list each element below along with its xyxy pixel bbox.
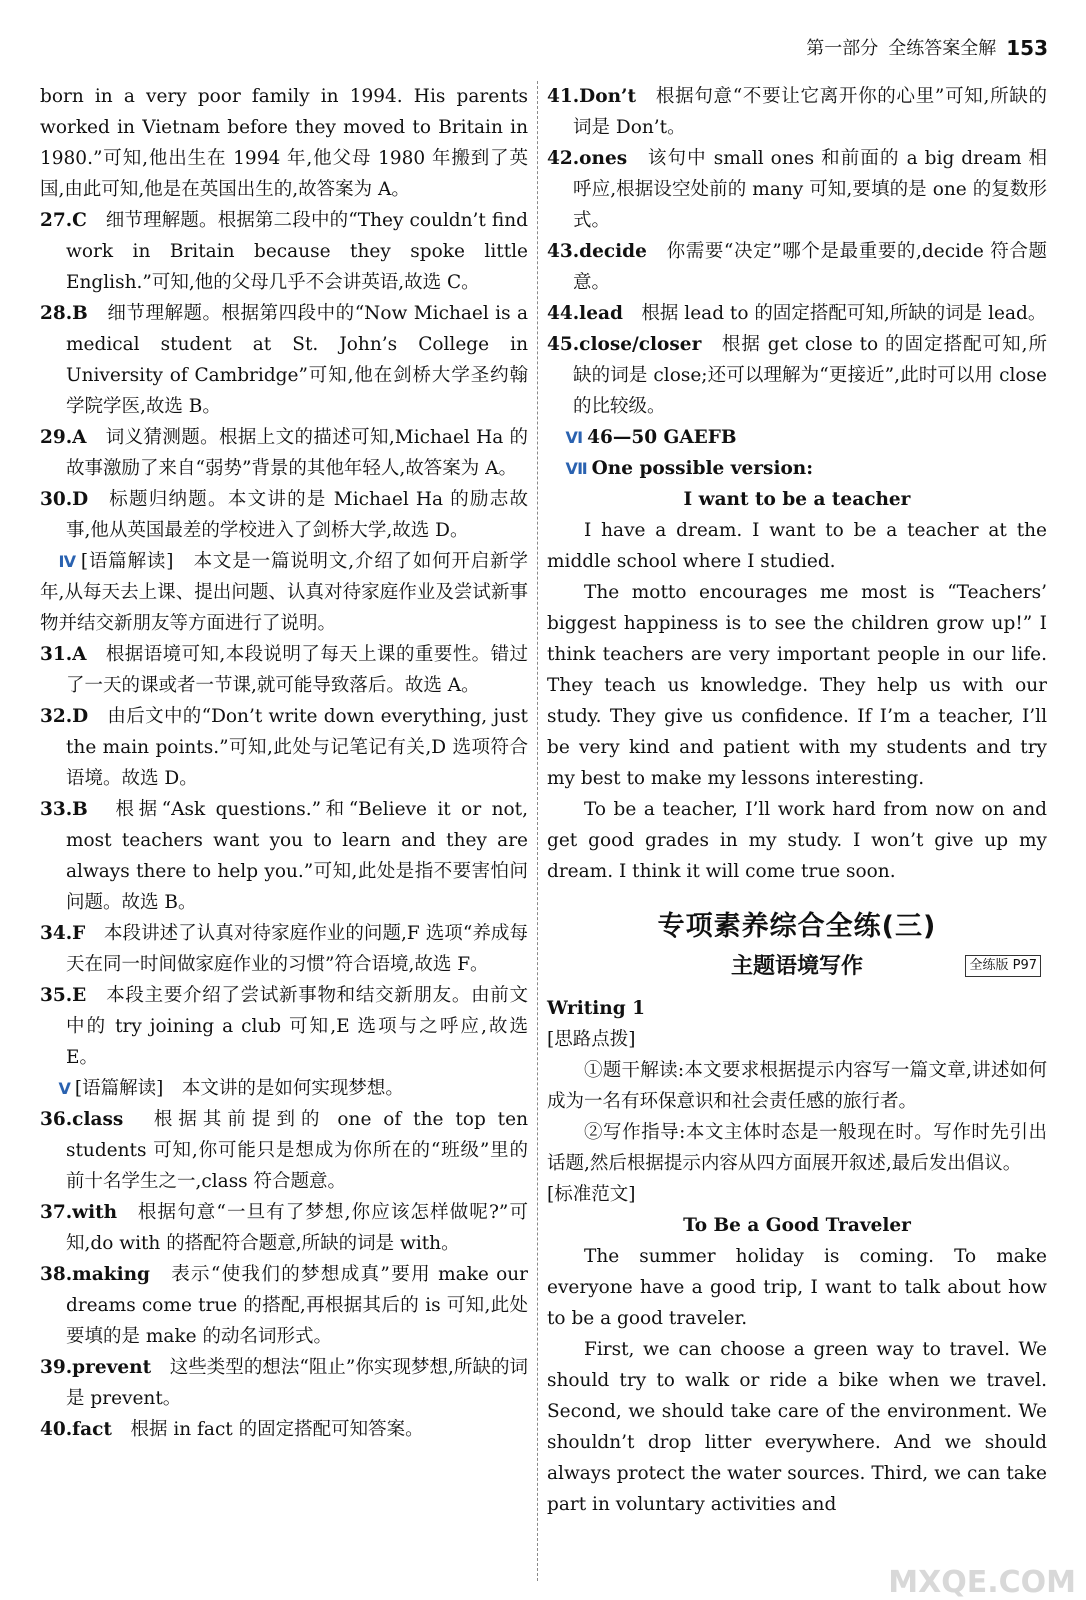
answer-explanation: 由后文中的“Don’t write down everything, just the main points.”可知,此处与记笔记有关,D 选项符合语境。故选 D。 xyxy=(66,706,528,789)
answer-number: 41.Don’t xyxy=(547,86,637,107)
answer-number: 35.E xyxy=(40,985,87,1006)
answer-item xyxy=(547,143,1047,236)
paragraph: [标准范文] xyxy=(547,1184,636,1205)
answer-item xyxy=(40,639,528,701)
answer-item xyxy=(40,422,528,484)
paragraph: I have a dream. I want to be a teacher at the middle school where I studied. xyxy=(547,520,1047,572)
answer-item xyxy=(40,918,528,980)
section-note-text: [语篇解读] 本文讲的是如何实现梦想。 xyxy=(74,1078,404,1099)
roman-numeral: Ⅳ xyxy=(58,552,77,571)
watermark-logo: MXQE.COM xyxy=(888,1565,1076,1600)
paragraph: ①题干解读:本文要求根据提示内容写一篇文章,讲述如何成为一名有环保意识和社会责任感的旅行者。 xyxy=(547,1060,1047,1112)
answer-item xyxy=(547,298,1047,329)
answer-explanation: 细节理解题。根据第二段中的“They couldn’t find work in Britain because they spoke little English.”可知,他的父母几乎不会讲英语,故选 C。 xyxy=(66,210,528,293)
answer-item xyxy=(40,1104,528,1197)
answer-number: 43.decide xyxy=(547,241,647,262)
answer-number: 37.with xyxy=(40,1202,118,1223)
answer-item xyxy=(40,1259,528,1352)
essay-title: I want to be a teacher xyxy=(683,489,911,510)
answer-number: 36.class xyxy=(40,1109,124,1130)
writing-heading: Writing 1 xyxy=(547,998,645,1019)
answer-explanation: 细节理解题。根据第四段中的“Now Michael is a medical student at St. John’s College in University of Cambridge”可知,他在剑桥大学圣约翰学院学医,故选 B。 xyxy=(66,303,528,417)
answer-number: 34.F xyxy=(40,923,86,944)
answer-explanation: 根据 lead to 的固定搭配可知,所缺的词是 lead。 xyxy=(641,303,1047,324)
answer-number: 44.lead xyxy=(547,303,623,324)
answer-explanation: 词义猜测题。根据上文的描述可知,Michael Ha 的故事激励了来自“弱势”背景的其他年轻人,故答案为 A。 xyxy=(66,427,528,479)
answer-number: 32.D xyxy=(40,706,89,727)
answer-explanation: 本段讲述了认真对待家庭作业的问题,F 选项“养成每天在同一时间做家庭作业的习惯”符合语境,故选 F。 xyxy=(66,923,528,975)
answer-number: 40.fact xyxy=(40,1419,112,1440)
answer-item xyxy=(40,1352,528,1414)
section-note xyxy=(547,453,1047,484)
paragraph: ②写作指导:本文主体时态是一般现在时。写作时先引出话题,然后根据提示内容从四方面展开叙述,最后发出倡议。 xyxy=(547,1122,1047,1174)
answer-item xyxy=(40,484,528,546)
answer-number: 39.prevent xyxy=(40,1357,152,1378)
answer-explanation: 根据 get close to 的固定搭配可知,所缺的词是 close;还可以理解为“更接近”,此时可以用 close 的比较级。 xyxy=(573,334,1047,417)
answer-item xyxy=(40,701,528,794)
answer-item xyxy=(40,298,528,422)
column-divider xyxy=(537,81,538,1581)
answer-list-right xyxy=(547,81,1047,887)
answer-number: 45.close/closer xyxy=(547,334,702,355)
answer-explanation: 这些类型的想法“阻止”你实现梦想,所缺的词是 prevent。 xyxy=(66,1357,528,1409)
left-column xyxy=(40,81,528,1445)
right-column xyxy=(547,81,1047,1520)
paragraph: The motto encourages me most is “Teachers’ biggest happiness is to see the children grow up!” I think teachers are very important people in our life. They teach us knowledge. They help us with our study. They give us confidence. If I’m a teacher, I’ll be very kind and patient with my students and try my best to make my lessons interesting. xyxy=(547,582,1047,789)
paragraph: [思路点拨] xyxy=(547,1029,636,1050)
paragraph: First, we can choose a green way to travel. We should try to walk or ride a bike when we travel. Second, we should take care of the environment. We shouldn’t drop litter everywhere. And we should always protect the water sources. Third, we can take part in voluntary activities and xyxy=(547,1339,1047,1515)
section-subtitle-row xyxy=(547,947,1047,987)
paragraph: The summer holiday is coming. To make everyone have a good trip, I want to talk about how to be a good traveler. xyxy=(547,1246,1047,1329)
answer-explanation: 根据语境可知,本段说明了每天上课的重要性。错过了一天的课或者一节课,就可能导致落后。故选 A。 xyxy=(66,644,528,696)
answer-number: 28.B xyxy=(40,303,88,324)
roman-numeral: Ⅵ xyxy=(565,428,584,447)
answer-explanation: 表示“使我们的梦想成真”要用 make our dreams come true 的搭配,再根据其后的 is 可知,此处要填的是 make 的动名词形式。 xyxy=(66,1264,528,1347)
answer-number: 38.making xyxy=(40,1264,150,1285)
page-reference-badge: 全练版 P97 xyxy=(965,955,1041,977)
answer-number: 29.A xyxy=(40,427,87,448)
section-subtitle: 主题语境写作 xyxy=(730,954,863,979)
answer-explanation: 你需要“决定”哪个是最重要的,decide 符合题意。 xyxy=(573,241,1047,293)
answer-item xyxy=(547,236,1047,298)
answer-explanation: 标题归纳题。本文讲的是 Michael Ha 的励志故事,他从英国最差的学校进入了剑桥大学,故选 D。 xyxy=(66,489,528,541)
answer-number: 30.D xyxy=(40,489,89,510)
section-note xyxy=(40,546,528,639)
answer-explanation: 根据 in fact 的固定搭配可知答案。 xyxy=(130,1419,424,1440)
answer-item xyxy=(40,1414,528,1445)
answer-number: 42.ones xyxy=(547,148,628,169)
answer-item xyxy=(40,794,528,918)
paragraph: born in a very poor family in 1994. His parents worked in Vietnam before they moved to Britain in 1980.”可知,他出生在 1994 年,他父母 1980 年搬到了英国,由此可知,他是在英国出生的,故答案为 A。 xyxy=(40,86,528,200)
answer-item xyxy=(547,81,1047,143)
answer-item xyxy=(547,329,1047,422)
essay-title: To Be a Good Traveler xyxy=(683,1215,911,1236)
answer-item xyxy=(40,980,528,1073)
page-header xyxy=(806,30,1048,66)
section-note xyxy=(40,1073,528,1104)
answer-number: 31.A xyxy=(40,644,87,665)
answer-explanation: 根据“Ask questions.”和“Believe it or not, most teachers want you to learn and they are always there to help you.”可知,此处是指不要害怕问问题。故选 B。 xyxy=(66,799,528,913)
page-number: 153 xyxy=(1006,35,1048,60)
paragraph: To be a teacher, I’ll work hard from now on and get good grades in my study. I won’t give up my dream. I think it will come true soon. xyxy=(547,799,1047,882)
section-note-text: 46—50 GAEFB xyxy=(587,427,737,448)
section-note xyxy=(547,422,1047,453)
writing-section xyxy=(547,993,1047,1520)
answer-number: 27.C xyxy=(40,210,87,231)
section-title: 专项素养综合全练(三) xyxy=(657,911,937,942)
answer-number: 33.B xyxy=(40,799,88,820)
answer-item xyxy=(40,1197,528,1259)
section-note-text: One possible version: xyxy=(591,458,814,479)
roman-numeral: Ⅴ xyxy=(58,1079,71,1098)
answer-explanation: 根据句意“一旦有了梦想,你应该怎样做呢?”可知,do with 的搭配符合题意,所缺的词是 with。 xyxy=(66,1202,528,1254)
answer-explanation: 本段主要介绍了尝试新事物和结交新朋友。由前文中的 try joining a club 可知,E 选项与之呼应,故选 E。 xyxy=(66,985,528,1068)
answer-item xyxy=(40,205,528,298)
answer-explanation: 该句中 small ones 和前面的 a big dream 相呼应,根据设空处前的 many 可知,要填的是 one 的复数形式。 xyxy=(573,148,1047,231)
header-title: 全练答案全解 xyxy=(888,37,997,59)
header-part: 第一部分 xyxy=(806,37,879,59)
answer-explanation: 根据句意“不要让它离开你的心里”可知,所缺的词是 Don’t。 xyxy=(573,86,1047,138)
answer-explanation: 根据其前提到的 one of the top ten students 可知,你可能只是想成为你所在的“班级”里的前十名学生之一,class 符合题意。 xyxy=(66,1109,528,1192)
roman-numeral: Ⅶ xyxy=(565,459,588,478)
section-note-text: [语篇解读] 本文是一篇说明文,介绍了如何开启新学年,从每天去上课、提出问题、认真对待家庭作业及尝试新事物并结交新朋友等方面进行了说明。 xyxy=(40,551,528,634)
